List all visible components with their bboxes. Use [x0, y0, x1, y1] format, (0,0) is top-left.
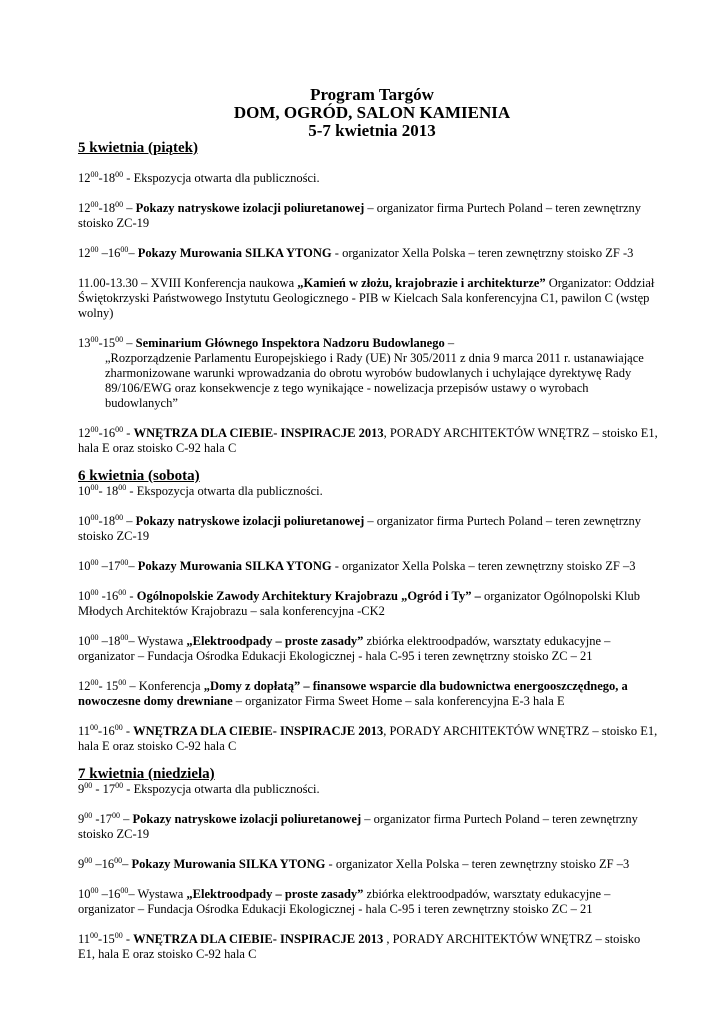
entry-title: WNĘTRZA DLA CIEBIE- INSPIRACJE 2013 — [133, 724, 384, 738]
entry-end-time: $17^{00}$ — [99, 810, 121, 826]
entry-start-time: $12^{00}$ — [78, 677, 99, 693]
entry-title: „Domy z dopłatą” – finansowe wsparcie dla budownictwa energooszczędnego, a nowoczesne domy drewniane — [78, 679, 628, 708]
entry-details: – organizator firma Purtech Poland – teren zewnętrzny stoisko ZC-19 — [78, 514, 642, 543]
entry-title: „Elektroodpady – proste zasady” — [186, 887, 364, 901]
entry-end-time: $15^{00}$ — [102, 930, 123, 946]
title-line-2: DOM, OGRÓD, SALON KAMIENIA — [233, 103, 511, 122]
program-entry: $12^{00}-18^{00}$ - Ekspozycja otwarta dla publiczności. — [78, 169, 320, 185]
entry-details: Ekspozycja otwarta dla publiczności. — [133, 171, 320, 185]
entry-start-time: $11^{00}$ — [78, 930, 99, 946]
day-heading: 5 kwietnia (piątek) — [78, 140, 198, 156]
title-line-3: 5-7 kwietnia 2013 — [308, 121, 436, 140]
entry-start-time: $9^{00}$ — [78, 855, 93, 871]
entry-details: organizator Ogólnopolski Klub Młodych Architektów Krajobrazu – sala konferencyjna -CK2 — [78, 589, 640, 618]
entry-end-time: $16^{00}$ — [105, 587, 127, 603]
entry-end-time: $16^{00}$ — [101, 855, 123, 871]
entry-description: „Rozporządzenie Parlamentu Europejskiego i Rady (UE) Nr 305/2011 z dnia 9 marca 2011 r. ustanawiające zharmonizowane warunki wprowadzania do obrotu wyrobów budowlanych i uchylające dyrektywę Rady 89/106/EWG oraz konsekwencje z tego wynikające - nowelizacja przepisów ustawy o wyrobach budowlanych” — [105, 351, 644, 410]
entry-details: , PORADY ARCHITEKTÓW WNĘTRZ – stoisko E1, hala E oraz stoisko C-92 hala C — [78, 426, 658, 455]
entry-title: Pokazy Murowania SILKA YTONG — [137, 246, 332, 260]
entry-start-time: 11.00-13.30 — [78, 276, 138, 290]
entry-start-time: $12^{00}$ — [78, 244, 99, 260]
entry-details: , PORADY ARCHITEKTÓW WNĘTRZ – stoisko E1, hala E oraz stoisko C-92 hala C — [78, 932, 641, 961]
entry-title: „Elektroodpady – proste zasady” — [186, 634, 364, 648]
entry-end-time: $16^{00}$ — [102, 424, 124, 440]
entry-title: Pokazy natryskowe izolacji poliuretanowej — [135, 201, 365, 215]
entry-end-time: $16^{00}$ — [102, 722, 123, 738]
program-entry: $9^{00}$ $-16^{00}-$ Pokazy Murowania SILKA YTONG - organizator Xella Polska – teren zewnętrzny stoisko ZF –3 — [78, 855, 630, 871]
program-entry: $12^{00}-16^{00}$ - WNĘTRZA DLA CIEBIE- INSPIRACJE 2013, PORADY ARCHITEKTÓW WNĘTRZ – stoisko E1, hala E oraz stoisko C-92 hala C — [78, 424, 658, 455]
program-entry: $10^{00}$ $-18^{00}-$ Wystawa „Elektroodpady – proste zasady” zbiórka elektroodpadów, warsztaty edukacyjne – organizator – Fundacja Ośrodka Edukacji Ekologicznej - hala C-95 i teren zewnętrzny stoisko ZC – 21 — [78, 632, 611, 663]
program-entry: $10^{00}$ $-16^{00}$ - Ogólnopolskie Zawody Architektury Krajobrazu „Ogród i Ty” – organizator Ogólnopolski Klub Młodych Architektów Krajobrazu – sala konferencyjna -CK2 — [78, 587, 640, 618]
program-entry: $12^{00}$ $-16^{00}-$ Pokazy Murowania SILKA YTONG - organizator Xella Polska – teren zewnętrzny stoisko ZF -3 — [78, 244, 634, 260]
entry-start-time: $12^{00}$ — [78, 199, 99, 215]
entry-end-time: $18^{00}$ — [102, 169, 124, 185]
program-entry: $9^{00} - 17^{00}$ - Ekspozycja otwarta dla publiczności. — [78, 780, 320, 796]
day-heading: 6 kwietnia (sobota) — [78, 468, 200, 484]
entry-details: – organizator firma Purtech Poland – teren zewnętrzny stoisko ZC-19 — [78, 201, 642, 230]
entry-details: zbiórka elektroodpadów, warsztaty edukacyjne – organizator – Fundacja Ośrodka Edukacji Ekologicznej - hala C-95 i teren zewnętrzny stoisko ZC – 21 — [78, 887, 611, 916]
entry-end-time: $17^{00}$ — [102, 780, 124, 796]
entry-title: Pokazy Murowania SILKA YTONG — [131, 857, 326, 871]
entry-details: Ekspozycja otwarta dla publiczności. — [136, 484, 323, 498]
entry-title: Pokazy Murowania SILKA YTONG — [137, 559, 332, 573]
entry-end-time: $18^{00}$ — [102, 199, 124, 215]
program-entry: $11^{00}-15^{00}$ - WNĘTRZA DLA CIEBIE- INSPIRACJE 2013 , PORADY ARCHITEKTÓW WNĘTRZ – stoisko E1, hala E oraz stoisko C-92 hala C — [78, 930, 641, 961]
entry-details: - organizator Xella Polska – teren zewnętrzny stoisko ZF –3 — [325, 857, 630, 871]
entry-end-time: $15^{00}$ — [102, 334, 124, 350]
entry-end-time: $17^{00}$ — [107, 557, 129, 573]
program-days — [78, 140, 658, 962]
entry-details: - organizator Xella Polska – teren zewnętrzny stoisko ZF –3 — [331, 559, 636, 573]
program-entry: 11.00-13.30 – XVIII Konferencja naukowa „Kamień w złożu, krajobrazie i architekturze” Organizator: Oddział Świętokrzyski Państwowego Instytutu Geologicznego - PIB w Kielcach Sala konferencyjna C1, pawilon C (wstęp wolny) — [78, 276, 655, 320]
document-page — [78, 86, 658, 962]
day-heading: 7 kwietnia (niedziela) — [78, 766, 215, 782]
entry-title: „Kamień w złożu, krajobrazie i architekturze” — [297, 276, 546, 290]
program-entry: $12^{00}-18^{00}$ – Pokazy natryskowe izolacji poliuretanowej – organizator firma Purtech Poland – teren zewnętrzny stoisko ZC-19 — [78, 199, 642, 230]
program-entry: $11^{00}-16^{00}$ - WNĘTRZA DLA CIEBIE- INSPIRACJE 2013, PORADY ARCHITEKTÓW WNĘTRZ – stoisko E1, hala E oraz stoisko C-92 hala C — [78, 722, 658, 753]
entry-end-time: $15^{00}$ — [105, 677, 127, 693]
program-entry: $9^{00}$ $-17^{00}$ – Pokazy natryskowe izolacji poliuretanowej – organizator firma Purtech Poland – teren zewnętrzny stoisko ZC-19 — [78, 810, 638, 841]
document-title — [86, 86, 658, 140]
entry-title: WNĘTRZA DLA CIEBIE- INSPIRACJE 2013 — [133, 932, 384, 946]
entry-start-time: $11^{00}$ — [78, 722, 99, 738]
program-entry: $13^{00}-15^{00}$ – Seminarium Głównego Inspektora Nadzoru Budowlanego – „Rozporządzenie Parlamentu Europejskiego i Rady (UE) Nr 305/2011 z dnia 9 marca 2011 r. ustanawiające zharmonizowane warunki wprowadzania do obrotu wyrobów budowlanych i uchylające dyrektywę Rady 89/106/EWG oraz konsekwencje z tego wynikające - nowelizacja przepisów ustawy o wyrobach budowlanych” — [78, 336, 658, 411]
entry-details: – — [444, 336, 455, 350]
entry-title: Pokazy natryskowe izolacji poliuretanowej — [132, 812, 362, 826]
entry-start-time: $10^{00}$ — [78, 587, 99, 603]
entry-start-time: $12^{00}$ — [78, 424, 99, 440]
program-entry: $10^{00}-18^{00}$ – Pokazy natryskowe izolacji poliuretanowej – organizator firma Purtech Poland – teren zewnętrzny stoisko ZC-19 — [78, 512, 642, 543]
entry-start-time: $10^{00}$ — [78, 632, 99, 648]
entry-start-time: $10^{00}$ — [78, 557, 99, 573]
title-line-1: Program Targów — [310, 85, 434, 104]
entry-start-time: $13^{00}$ — [78, 334, 99, 350]
entry-title: Ogólnopolskie Zawody Architektury Krajobrazu „Ogród i Ty” – — [136, 589, 481, 603]
entry-end-time: $18^{00}$ — [102, 512, 124, 528]
entry-start-time: $10^{00}$ — [78, 885, 99, 901]
entry-end-time: $16^{00}$ — [107, 885, 129, 901]
entry-end-time: $16^{00}$ — [107, 244, 129, 260]
entry-details: – organizator Firma Sweet Home – sala konferencyjna E-3 hala E — [232, 694, 565, 708]
entry-end-time: $18^{00}$ — [105, 482, 127, 498]
entry-start-time: $10^{00}$ — [78, 512, 99, 528]
program-entry: $10^{00}$ $-16^{00}-$ Wystawa „Elektroodpady – proste zasady” zbiórka elektroodpadów, warsztaty edukacyjne – organizator – Fundacja Ośrodka Edukacji Ekologicznej - hala C-95 i teren zewnętrzny stoisko ZC – 21 — [78, 885, 611, 916]
entry-title: Pokazy natryskowe izolacji poliuretanowej — [135, 514, 365, 528]
entry-details: Ekspozycja otwarta dla publiczności. — [133, 782, 320, 796]
entry-start-time: $9^{00}$ — [78, 780, 93, 796]
entry-details: - organizator Xella Polska – teren zewnętrzny stoisko ZF -3 — [331, 246, 634, 260]
entry-details: zbiórka elektroodpadów, warsztaty edukacyjne – organizator – Fundacja Ośrodka Edukacji Ekologicznej - hala C-95 i teren zewnętrzny stoisko ZC – 21 — [78, 634, 611, 663]
program-entry: $10^{00}-$ $18^{00}$ - Ekspozycja otwarta dla publiczności. — [78, 482, 323, 498]
program-entry: $12^{00}-$ $15^{00}$ – Konferencja „Domy z dopłatą” – finansowe wsparcie dla budownictwa energooszczędnego, a nowoczesne domy drewniane – organizator Firma Sweet Home – sala konferencyjna E-3 hala E — [78, 677, 628, 708]
entry-start-time: $10^{00}$ — [78, 482, 99, 498]
entry-start-time: $9^{00}$ — [78, 810, 93, 826]
entry-title: WNĘTRZA DLA CIEBIE- INSPIRACJE 2013 — [133, 426, 384, 440]
entry-details: Organizator: Oddział Świętokrzyski Państwowego Instytutu Geologicznego - PIB w Kielcach Sala konferencyjna C1, pawilon C (wstęp wolny) — [78, 276, 655, 320]
entry-details: , PORADY ARCHITEKTÓW WNĘTRZ – stoisko E1, hala E oraz stoisko C-92 hala C — [78, 724, 658, 753]
entry-start-time: $12^{00}$ — [78, 169, 99, 185]
program-entry: $10^{00}$ $-17^{00}-$ Pokazy Murowania SILKA YTONG - organizator Xella Polska – teren zewnętrzny stoisko ZF –3 — [78, 557, 636, 573]
entry-details: – organizator firma Purtech Poland – teren zewnętrzny stoisko ZC-19 — [78, 812, 638, 841]
entry-title: Seminarium Głównego Inspektora Nadzoru Budowlanego — [135, 336, 445, 350]
entry-end-time: $18^{00}$ — [107, 632, 129, 648]
